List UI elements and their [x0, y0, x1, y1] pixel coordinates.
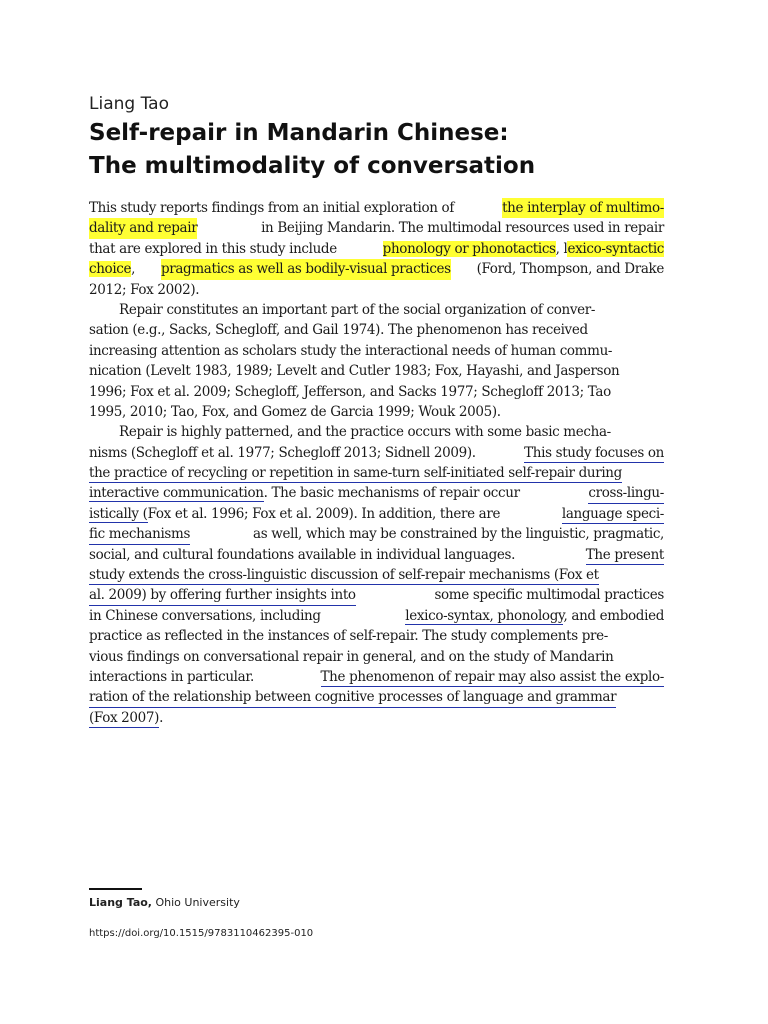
- highlight: exico-syntactic: [567, 240, 664, 257]
- text-segment: sation (e.g., Sacks, Schegloff, and Gail 1974). The phenomenon has received: [89, 322, 588, 339]
- text-line: [89, 239, 664, 259]
- text-segment: ,: [131, 261, 136, 278]
- text-segment: .: [159, 709, 164, 726]
- text-line: [89, 483, 664, 503]
- underline: The present: [586, 545, 664, 565]
- text-segment: , l: [555, 240, 568, 257]
- title-line-1: Self-repair in Mandarin Chinese:: [89, 120, 509, 146]
- text-line: [89, 402, 664, 422]
- text-line: [89, 198, 664, 218]
- text-line: [89, 259, 664, 279]
- text-group: [405, 606, 664, 626]
- text-segment: This study reports findings from an initial exploration of: [89, 200, 454, 216]
- title-line-2: The multimodality of conversation: [89, 153, 536, 179]
- doi-link[interactable]: https://doi.org/10.1515/9783110462395-010: [89, 928, 314, 939]
- text-segment: social, and cultural foundations available in individual languages.: [89, 546, 516, 563]
- footnote-rule: [89, 888, 142, 890]
- text-line: [89, 280, 664, 300]
- text-segment: in Chinese conversations, including: [89, 607, 321, 624]
- underline: This study focuses on: [524, 443, 664, 463]
- author-affiliation: [89, 896, 240, 909]
- text-segment: in Beijing Mandarin. The multimodal resources used in repair: [261, 220, 664, 237]
- text-segment: (Ford, Thompson, and Drake: [476, 261, 664, 278]
- text-segment: as well, which may be constrained by the linguistic, pragmatic,: [253, 526, 664, 543]
- underline: the practice of recycling or repetition in same-turn self-initiated self-repair during: [89, 463, 622, 483]
- text-segment: 1996; Fox et al. 2009; Schegloff, Jefferson, and Sacks 1977; Schegloff 2013; Tao: [89, 383, 611, 400]
- text-line: [89, 361, 664, 381]
- underline: (Fox 2007): [89, 708, 159, 728]
- chapter-body: [89, 198, 664, 728]
- underline: ration of the relationship between cognitive processes of language and grammar: [89, 687, 616, 707]
- text-line: [89, 545, 664, 565]
- text-line: [89, 585, 664, 605]
- text-segment: that are explored in this study include: [89, 240, 337, 257]
- underline: lexico-syntax, phonology: [405, 607, 564, 624]
- underline: study extends the cross-linguistic discussion of self-repair mechanisms (Fox et: [89, 565, 599, 585]
- text-segment: Repair is highly patterned, and the practice occurs with some basic mecha-: [119, 424, 611, 441]
- text-group: [383, 239, 664, 259]
- text-segment: , and embodied: [563, 607, 664, 624]
- text-segment: increasing attention as scholars study the interactional needs of human commu-: [89, 342, 613, 359]
- affiliation-author: Liang Tao,: [89, 896, 152, 909]
- text-line: [89, 443, 664, 463]
- text-line: [89, 504, 664, 524]
- text-segment: . The basic mechanisms of repair occur: [263, 485, 520, 502]
- text-line: [89, 382, 664, 402]
- text-line: [89, 687, 664, 707]
- text-line: [89, 524, 664, 544]
- text-line: [89, 708, 664, 728]
- text-segment: practice as reflected in the instances of self-repair. The study complements pre-: [89, 628, 608, 645]
- text-segment: some specific multimodal practices: [434, 587, 664, 604]
- text-segment: 2012; Fox 2002).: [89, 281, 200, 298]
- text-line: [89, 626, 664, 646]
- underline: fic mechanisms: [89, 524, 190, 544]
- underline: al. 2009) by offering further insights into: [89, 585, 356, 605]
- highlight: dality and repair: [89, 218, 197, 238]
- text-line: [89, 422, 664, 442]
- text-line: [89, 218, 664, 238]
- highlight: the interplay of multimo-: [502, 198, 664, 218]
- text-line: [89, 565, 664, 585]
- text-segment: nication (Levelt 1983, 1989; Levelt and Cutler 1983; Fox, Hayashi, and Jasperson: [89, 363, 620, 380]
- underline: interactive communication: [89, 485, 264, 502]
- author-name: Liang Tao: [89, 94, 169, 114]
- text-line: [89, 300, 664, 320]
- text-line: [89, 320, 664, 340]
- underline: cross-lingu-: [588, 483, 664, 503]
- highlight: phonology or phonotactics: [382, 240, 556, 257]
- text-segment: nisms (Schegloff et al. 1977; Schegloff 2013; Sidnell 2009).: [89, 444, 476, 461]
- chapter-title: [89, 117, 689, 183]
- text-group: [89, 259, 135, 279]
- underline: language speci-: [562, 504, 664, 524]
- text-line: [89, 606, 664, 626]
- text-segment: interactions in particular.: [89, 668, 254, 685]
- text-segment: Fox et al. 1996; Fox et al. 2009). In addition, there are: [147, 505, 501, 522]
- text-segment: Repair constitutes an important part of the social organization of conver-: [119, 301, 596, 318]
- highlight: choice: [89, 261, 132, 278]
- text-line: [89, 647, 664, 667]
- text-line: [89, 341, 664, 361]
- text-group: [89, 504, 500, 524]
- text-segment: vious findings on conversational repair in general, and on the study of Mandarin: [89, 648, 614, 665]
- underline: istically (: [89, 505, 148, 522]
- text-line: [89, 463, 664, 483]
- text-group: [89, 483, 520, 503]
- text-segment: 1995, 2010; Tao, Fox, and Gomez de Garcia 1999; Wouk 2005).: [89, 403, 501, 420]
- underline: The phenomenon of repair may also assist the explo-: [321, 667, 665, 687]
- text-line: [89, 667, 664, 687]
- highlight: pragmatics as well as bodily-visual practices: [161, 259, 451, 279]
- affiliation-institution: Ohio University: [155, 896, 240, 909]
